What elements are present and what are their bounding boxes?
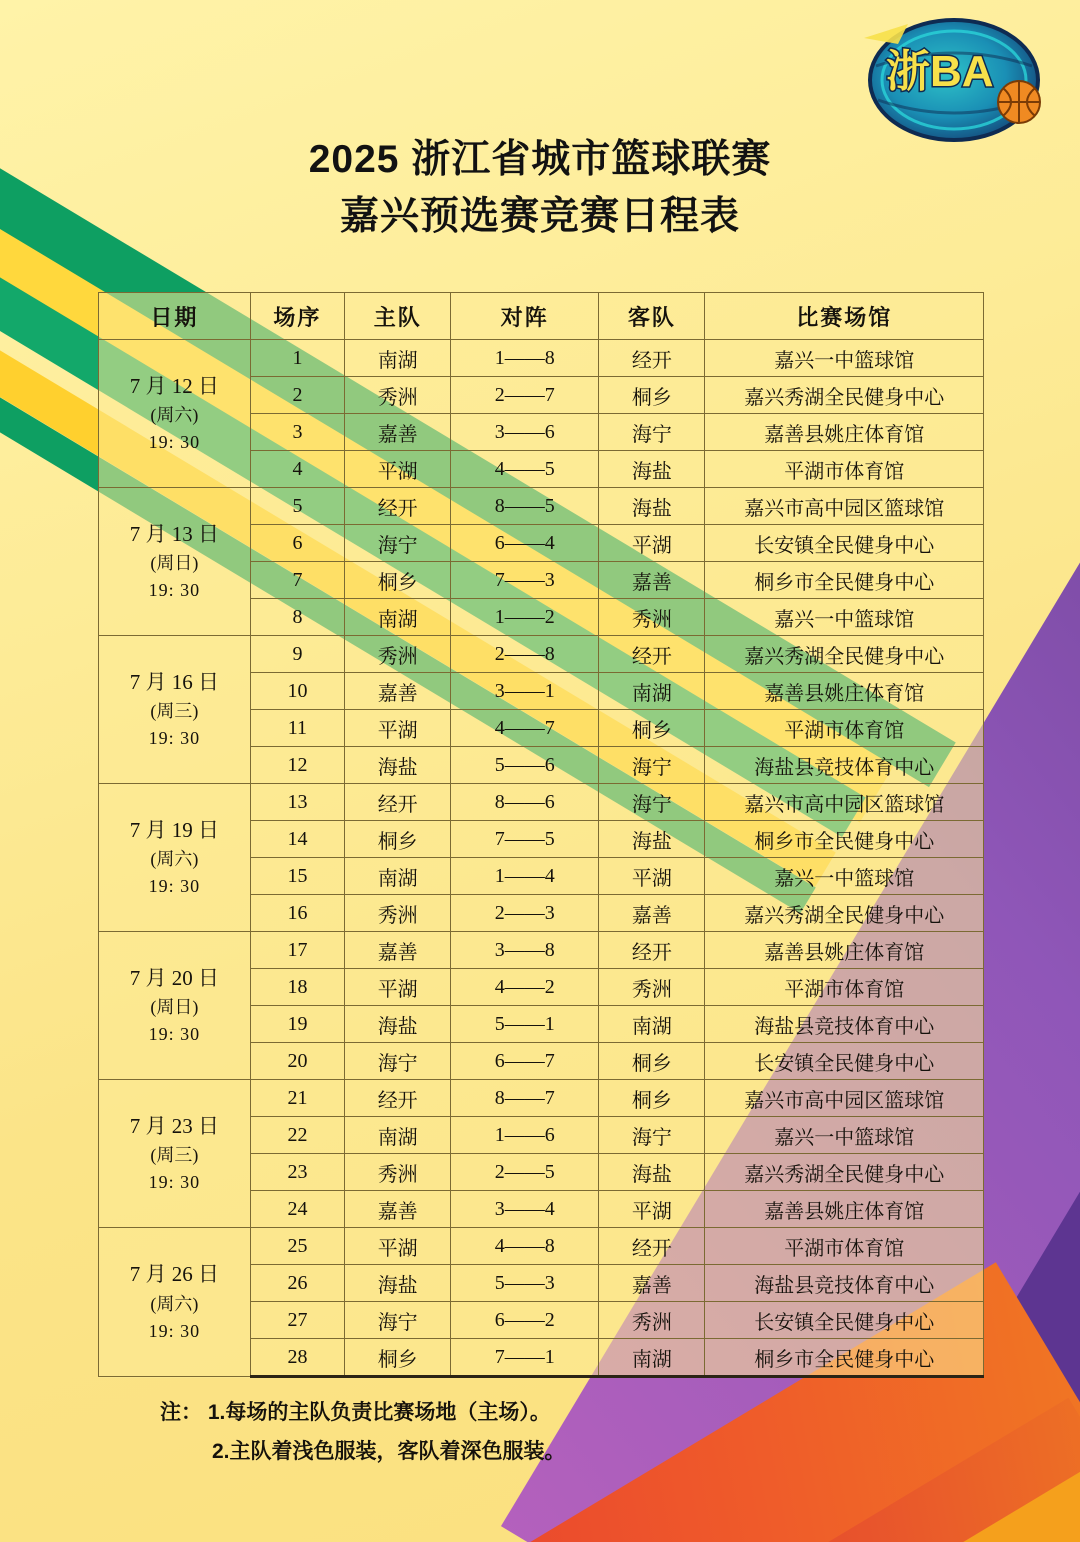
cell-home-team: 南湖 <box>345 858 451 895</box>
cell-home-team: 嘉善 <box>345 673 451 710</box>
footer-notes <box>160 1394 566 1472</box>
cell-away-team: 平湖 <box>599 858 705 895</box>
cell-matchup: 1——4 <box>451 858 599 895</box>
cell-home-team: 经开 <box>345 488 451 525</box>
cell-home-team: 平湖 <box>345 451 451 488</box>
cell-matchup: 8——5 <box>451 488 599 525</box>
header-away-team: 客队 <box>599 293 705 340</box>
cell-match-no: 13 <box>250 784 344 821</box>
cell-venue: 嘉兴一中篮球馆 <box>705 340 984 377</box>
cell-away-team: 桐乡 <box>599 1080 705 1117</box>
cell-match-no: 6 <box>250 525 344 562</box>
cell-away-team: 秀洲 <box>599 1302 705 1339</box>
date-main: 7 月 13 日 <box>129 521 220 546</box>
table-row <box>99 488 984 525</box>
cell-home-team: 平湖 <box>345 969 451 1006</box>
header-match-no: 场序 <box>250 293 344 340</box>
cell-match-no: 17 <box>250 932 344 969</box>
cell-matchup: 5——3 <box>451 1265 599 1302</box>
cell-match-no: 27 <box>250 1302 344 1339</box>
cell-matchup: 7——1 <box>451 1339 599 1377</box>
date-main: 7 月 20 日 <box>129 965 220 990</box>
cell-away-team: 海盐 <box>599 488 705 525</box>
svg-text:浙BA: 浙BA <box>886 47 994 96</box>
cell-home-team: 桐乡 <box>345 1339 451 1377</box>
cell-matchup: 6——2 <box>451 1302 599 1339</box>
cell-venue: 嘉兴一中篮球馆 <box>705 1117 984 1154</box>
cell-matchup: 2——8 <box>451 636 599 673</box>
cell-venue: 海盐县竞技体育中心 <box>705 1265 984 1302</box>
cell-home-team: 桐乡 <box>345 562 451 599</box>
cell-match-no: 4 <box>250 451 344 488</box>
cell-venue: 平湖市体育馆 <box>705 1228 984 1265</box>
cell-home-team: 秀洲 <box>345 1154 451 1191</box>
cell-venue: 长安镇全民健身中心 <box>705 1302 984 1339</box>
cell-match-no: 9 <box>250 636 344 673</box>
cell-match-no: 10 <box>250 673 344 710</box>
cell-match-no: 5 <box>250 488 344 525</box>
cell-away-team: 嘉善 <box>599 895 705 932</box>
cell-venue: 嘉兴市高中园区篮球馆 <box>705 784 984 821</box>
cell-away-team: 嘉善 <box>599 562 705 599</box>
date-weekday: (周日) <box>150 553 199 574</box>
date-time: 19: 30 <box>148 728 201 749</box>
date-main: 7 月 23 日 <box>129 1113 220 1138</box>
header-venue: 比赛场馆 <box>705 293 984 340</box>
cell-home-team: 秀洲 <box>345 636 451 673</box>
cell-home-team: 嘉善 <box>345 932 451 969</box>
cell-matchup: 6——4 <box>451 525 599 562</box>
cell-home-team: 平湖 <box>345 710 451 747</box>
cell-date <box>99 784 251 932</box>
cell-match-no: 7 <box>250 562 344 599</box>
date-weekday: (周六) <box>150 1293 199 1314</box>
date-time: 19: 30 <box>148 1172 201 1193</box>
cell-match-no: 14 <box>250 821 344 858</box>
cell-away-team: 嘉善 <box>599 1265 705 1302</box>
cell-venue: 桐乡市全民健身中心 <box>705 562 984 599</box>
cell-matchup: 3——4 <box>451 1191 599 1228</box>
date-main: 7 月 12 日 <box>129 373 220 398</box>
cell-match-no: 21 <box>250 1080 344 1117</box>
cell-match-no: 24 <box>250 1191 344 1228</box>
cell-home-team: 嘉善 <box>345 414 451 451</box>
cell-away-team: 经开 <box>599 636 705 673</box>
header-home-team: 主队 <box>345 293 451 340</box>
cell-away-team: 秀洲 <box>599 969 705 1006</box>
cell-away-team: 海宁 <box>599 414 705 451</box>
cell-matchup: 1——8 <box>451 340 599 377</box>
table-row <box>99 636 984 673</box>
cell-venue: 桐乡市全民健身中心 <box>705 1339 984 1377</box>
cell-matchup: 4——2 <box>451 969 599 1006</box>
table-head <box>99 293 984 340</box>
cell-home-team: 桐乡 <box>345 821 451 858</box>
cell-venue: 嘉善县姚庄体育馆 <box>705 673 984 710</box>
cell-match-no: 28 <box>250 1339 344 1377</box>
date-time: 19: 30 <box>148 876 201 897</box>
cell-venue: 嘉善县姚庄体育馆 <box>705 414 984 451</box>
date-weekday: (周日) <box>150 997 199 1018</box>
cell-away-team: 南湖 <box>599 1339 705 1377</box>
cell-away-team: 南湖 <box>599 1006 705 1043</box>
cell-matchup: 8——6 <box>451 784 599 821</box>
date-weekday: (周三) <box>150 1145 199 1166</box>
cell-home-team: 经开 <box>345 1080 451 1117</box>
cell-date <box>99 636 251 784</box>
cell-venue: 海盐县竞技体育中心 <box>705 747 984 784</box>
header-matchup: 对阵 <box>451 293 599 340</box>
cell-date <box>99 488 251 636</box>
cell-away-team: 南湖 <box>599 673 705 710</box>
cell-venue: 嘉兴秀湖全民健身中心 <box>705 1154 984 1191</box>
note-line-2: 2.主队着浅色服装，客队着深色服装。 <box>212 1439 566 1463</box>
date-weekday: (周三) <box>150 701 199 722</box>
date-main: 7 月 19 日 <box>129 817 220 842</box>
cell-matchup: 5——1 <box>451 1006 599 1043</box>
cell-home-team: 海盐 <box>345 747 451 784</box>
cell-matchup: 6——7 <box>451 1043 599 1080</box>
date-time: 19: 30 <box>148 1320 201 1341</box>
cell-away-team: 海宁 <box>599 1117 705 1154</box>
cell-venue: 平湖市体育馆 <box>705 451 984 488</box>
cell-matchup: 1——2 <box>451 599 599 636</box>
cell-matchup: 7——3 <box>451 562 599 599</box>
cell-venue: 嘉兴秀湖全民健身中心 <box>705 377 984 414</box>
cell-venue: 嘉兴一中篮球馆 <box>705 599 984 636</box>
title-line-2: 嘉兴预选赛竞赛日程表 <box>339 194 740 238</box>
date-main: 7 月 26 日 <box>129 1262 220 1287</box>
schedule-table-container <box>98 292 984 1378</box>
cell-home-team: 平湖 <box>345 1228 451 1265</box>
cell-away-team: 海宁 <box>599 784 705 821</box>
cell-matchup: 2——7 <box>451 377 599 414</box>
date-weekday: (周六) <box>150 405 199 426</box>
table-row <box>99 932 984 969</box>
date-time: 19: 30 <box>148 432 201 453</box>
cell-home-team: 嘉善 <box>345 1191 451 1228</box>
cell-venue: 嘉兴市高中园区篮球馆 <box>705 1080 984 1117</box>
table-row <box>99 1080 984 1117</box>
cell-away-team: 海盐 <box>599 821 705 858</box>
cell-venue: 嘉兴秀湖全民健身中心 <box>705 895 984 932</box>
date-main: 7 月 16 日 <box>129 669 220 694</box>
cell-match-no: 19 <box>250 1006 344 1043</box>
cell-venue: 嘉善县姚庄体育馆 <box>705 932 984 969</box>
cell-away-team: 海宁 <box>599 747 705 784</box>
cell-match-no: 3 <box>250 414 344 451</box>
cell-matchup: 4——8 <box>451 1228 599 1265</box>
cell-home-team: 南湖 <box>345 599 451 636</box>
cell-match-no: 8 <box>250 599 344 636</box>
cell-matchup: 2——3 <box>451 895 599 932</box>
cell-home-team: 海宁 <box>345 1302 451 1339</box>
table-header-row <box>99 293 984 340</box>
date-weekday: (周六) <box>150 849 199 870</box>
cell-home-team: 秀洲 <box>345 377 451 414</box>
cell-match-no: 16 <box>250 895 344 932</box>
cell-match-no: 2 <box>250 377 344 414</box>
table-row <box>99 340 984 377</box>
note-line-1: 注： 1.每场的主队负责比赛场地（主场）。 <box>160 1401 551 1424</box>
cell-match-no: 11 <box>250 710 344 747</box>
cell-home-team: 海宁 <box>345 1043 451 1080</box>
cell-away-team: 经开 <box>599 932 705 969</box>
cell-matchup: 3——1 <box>451 673 599 710</box>
date-time: 19: 30 <box>148 1024 201 1045</box>
cell-away-team: 经开 <box>599 340 705 377</box>
cell-away-team: 桐乡 <box>599 377 705 414</box>
cell-date <box>99 932 251 1080</box>
cell-match-no: 12 <box>250 747 344 784</box>
cell-match-no: 20 <box>250 1043 344 1080</box>
cell-date <box>99 1228 251 1377</box>
cell-away-team: 平湖 <box>599 525 705 562</box>
table-body <box>99 340 984 1377</box>
cell-match-no: 25 <box>250 1228 344 1265</box>
date-time: 19: 30 <box>148 580 201 601</box>
cell-home-team: 海盐 <box>345 1265 451 1302</box>
title-line-1: 2025 浙江省城市篮球联赛 <box>308 138 772 181</box>
cell-match-no: 18 <box>250 969 344 1006</box>
cell-match-no: 23 <box>250 1154 344 1191</box>
table-row <box>99 1228 984 1265</box>
cell-matchup: 5——6 <box>451 747 599 784</box>
cell-match-no: 22 <box>250 1117 344 1154</box>
cell-date <box>99 340 251 488</box>
cell-venue: 嘉兴一中篮球馆 <box>705 858 984 895</box>
cell-away-team: 海盐 <box>599 451 705 488</box>
cell-venue: 海盐县竞技体育中心 <box>705 1006 984 1043</box>
cell-venue: 嘉善县姚庄体育馆 <box>705 1191 984 1228</box>
cell-venue: 平湖市体育馆 <box>705 969 984 1006</box>
cell-matchup: 4——7 <box>451 710 599 747</box>
cell-away-team: 桐乡 <box>599 710 705 747</box>
cell-home-team: 秀洲 <box>345 895 451 932</box>
schedule-table <box>98 292 984 1378</box>
cell-home-team: 南湖 <box>345 1117 451 1154</box>
cell-venue: 嘉兴秀湖全民健身中心 <box>705 636 984 673</box>
cell-matchup: 2——5 <box>451 1154 599 1191</box>
cell-matchup: 1——6 <box>451 1117 599 1154</box>
cell-date <box>99 1080 251 1228</box>
cell-home-team: 海盐 <box>345 1006 451 1043</box>
cell-match-no: 26 <box>250 1265 344 1302</box>
cell-matchup: 3——8 <box>451 932 599 969</box>
cell-venue: 平湖市体育馆 <box>705 710 984 747</box>
cell-matchup: 7——5 <box>451 821 599 858</box>
cell-match-no: 1 <box>250 340 344 377</box>
header-date: 日期 <box>99 293 251 340</box>
cell-away-team: 海盐 <box>599 1154 705 1191</box>
cell-matchup: 4——5 <box>451 451 599 488</box>
cell-away-team: 秀洲 <box>599 599 705 636</box>
cell-home-team: 南湖 <box>345 340 451 377</box>
cell-home-team: 经开 <box>345 784 451 821</box>
cell-away-team: 经开 <box>599 1228 705 1265</box>
cell-away-team: 桐乡 <box>599 1043 705 1080</box>
cell-venue: 长安镇全民健身中心 <box>705 525 984 562</box>
poster-title <box>0 132 1080 245</box>
cell-away-team: 平湖 <box>599 1191 705 1228</box>
cell-venue: 嘉兴市高中园区篮球馆 <box>705 488 984 525</box>
cell-home-team: 海宁 <box>345 525 451 562</box>
cell-matchup: 3——6 <box>451 414 599 451</box>
cell-match-no: 15 <box>250 858 344 895</box>
cell-venue: 桐乡市全民健身中心 <box>705 821 984 858</box>
table-row <box>99 784 984 821</box>
cell-matchup: 8——7 <box>451 1080 599 1117</box>
cell-venue: 长安镇全民健身中心 <box>705 1043 984 1080</box>
